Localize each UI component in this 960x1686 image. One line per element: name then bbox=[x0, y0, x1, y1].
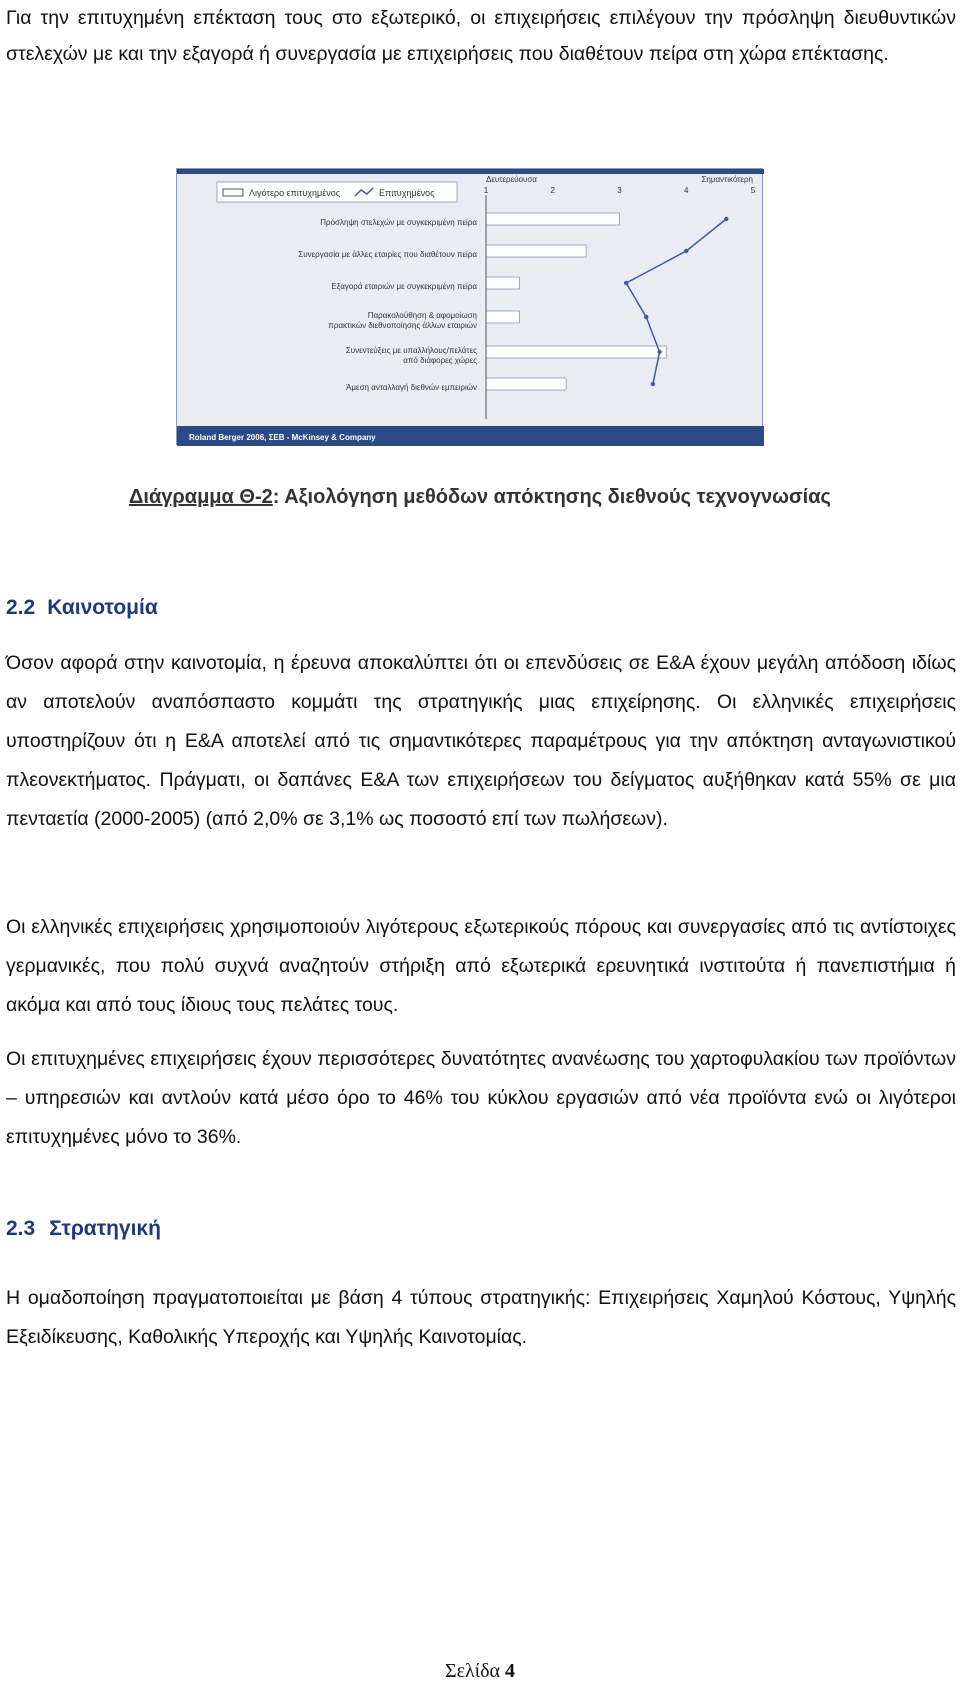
methods-chart bbox=[177, 169, 764, 446]
page-footer bbox=[0, 1660, 960, 1683]
legend-bar-swatch bbox=[223, 189, 243, 196]
axis-ticks bbox=[484, 186, 756, 195]
tick-label: 4 bbox=[684, 186, 689, 195]
legend-low-label: Λιγότερο επιτυχημένος bbox=[249, 188, 341, 198]
intro-paragraph: Για την επιτυχημένη επέκταση τους στο εξωτερικό, οι επιχειρήσεις επιλέγουν την πρόσληψη διευθυντικών στελεχών με και την εξαγορά ή συνεργασία με επιχειρήσεις που διαθέτουν πείρα στη χώρα επέκτασης. bbox=[6, 7, 956, 65]
tick-label: 2 bbox=[550, 186, 555, 195]
chart-top-bar bbox=[177, 169, 764, 174]
innovation-paragraph-3: Οι επιτυχημένες επιχειρήσεις έχουν περισσότερες δυνατότητες ανανέωσης του χαρτοφυλακίου των προϊόντων – υπηρεσιών και αντλούν κατά μέσο όρο το 46% του κύκλου εργασιών από νέα προϊόντα ενώ οι λιγότεροι επιτυχημένες μόνο το 36%. bbox=[6, 1048, 956, 1148]
axis-left-label: Δευτερεύουσα bbox=[486, 175, 537, 184]
bar-less-successful bbox=[486, 346, 666, 358]
caption-text: : Αξιολόγηση μεθόδων απόκτησης διεθνούς τεχνογνωσίας bbox=[272, 486, 831, 508]
category-label: Παρακολούθηση & αφομοίωση bbox=[367, 311, 477, 320]
bar-less-successful bbox=[486, 311, 519, 323]
point-successful bbox=[657, 350, 661, 354]
figure-caption bbox=[0, 486, 960, 509]
point-successful bbox=[651, 382, 655, 386]
category-label: Άμεση ανταλλαγή διεθνών εμπειριών bbox=[346, 383, 477, 392]
legend-high-label: Επιτυχημένος bbox=[379, 188, 435, 198]
chart-source: Roland Berger 2006, ΣΕΒ - McKinsey & Company bbox=[189, 433, 376, 442]
section-number: 2.2 bbox=[6, 596, 36, 619]
bar-less-successful bbox=[486, 245, 586, 257]
strategy-paragraph: Η ομαδοποίηση πραγματοποιείται με βάση 4 τύπους στρατηγικής: Επιχειρήσεις Χαμηλού Κόστους, Υψηλής Εξειδίκευσης, Καθολικής Υπεροχής και Υψηλής Καινοτομίας. bbox=[6, 1287, 956, 1348]
section-heading-strategy bbox=[6, 1217, 161, 1241]
bar-less-successful bbox=[486, 378, 566, 390]
point-successful bbox=[724, 217, 728, 221]
category-label: από διάφορες χώρες bbox=[403, 356, 477, 365]
tick-label: 3 bbox=[617, 186, 622, 195]
bar-less-successful bbox=[486, 213, 620, 225]
tick-label: 5 bbox=[750, 186, 756, 195]
category-labels bbox=[298, 218, 477, 392]
category-label: Εξαγορά εταιριών με συγκεκριμένη πείρα bbox=[331, 282, 477, 291]
category-label: Συνεργασία με άλλες εταιρίες που διαθέτουν πείρα bbox=[298, 250, 477, 259]
axis-right-label: Σημαντικότερη bbox=[701, 175, 753, 184]
line-successful bbox=[626, 219, 726, 384]
footer-label: Σελίδα bbox=[444, 1660, 501, 1682]
innovation-paragraph-2: Οι ελληνικές επιχειρήσεις χρησιμοποιούν λιγότερους εξωτερικούς πόρους και συνεργασίες από τις αντίστοιχες γερμανικές, που πολύ συχνά αναζητούν στήριξη από εξωτερικά ερευνητικά ινστιτούτα ή πανεπιστήμια ή ακόμα και από τους ίδιους τους πελάτες τους. bbox=[6, 916, 956, 1016]
bar-less-successful bbox=[486, 277, 519, 289]
bars bbox=[486, 213, 666, 390]
point-successful bbox=[644, 315, 648, 319]
section-number: 2.3 bbox=[6, 1217, 36, 1240]
category-label: Συνεντεύξεις με υπαλλήλους/πελάτες bbox=[345, 346, 477, 355]
methods-chart-figure bbox=[176, 168, 763, 445]
category-label: πρακτικών διεθνοποίησης άλλων εταιριών bbox=[328, 321, 477, 330]
success-line bbox=[624, 217, 729, 386]
section-heading-innovation bbox=[6, 596, 158, 620]
point-successful bbox=[684, 249, 688, 253]
tick-label: 1 bbox=[483, 186, 489, 195]
section-title: Στρατηγική bbox=[49, 1217, 161, 1240]
page-number: 4 bbox=[505, 1660, 516, 1682]
caption-label: Διάγραμμα Θ-2 bbox=[129, 486, 273, 508]
section-title: Καινοτομία bbox=[47, 596, 158, 619]
category-label: Πρόσληψη στελεχών με συγκεκριμένη πείρα bbox=[320, 218, 477, 227]
point-successful bbox=[624, 281, 628, 285]
innovation-paragraph-1: Όσον αφορά στην καινοτομία, η έρευνα αποκαλύπτει ότι οι επενδύσεις σε Ε&Α έχουν μεγάλη απόδοση ιδίως αν αποτελούν αναπόσπαστο κομμάτι της στρατηγικής μιας επιχείρησης. Οι ελληνικές επιχειρήσεις υποστηρίζουν ότι η Ε&Α αποτελεί από τις σημαντικότερες παραμέτρους για την απόκτηση ανταγωνιστικού πλεονεκτήματος. Πράγματι, οι δαπάνες Ε&Α των επιχειρήσεων του δείγματος αυξήθηκαν κατά 55% σε μια πενταετία (2000-2005) (από 2,0% σε 3,1% ως ποσοστό επί των πωλήσεων). bbox=[6, 652, 956, 830]
